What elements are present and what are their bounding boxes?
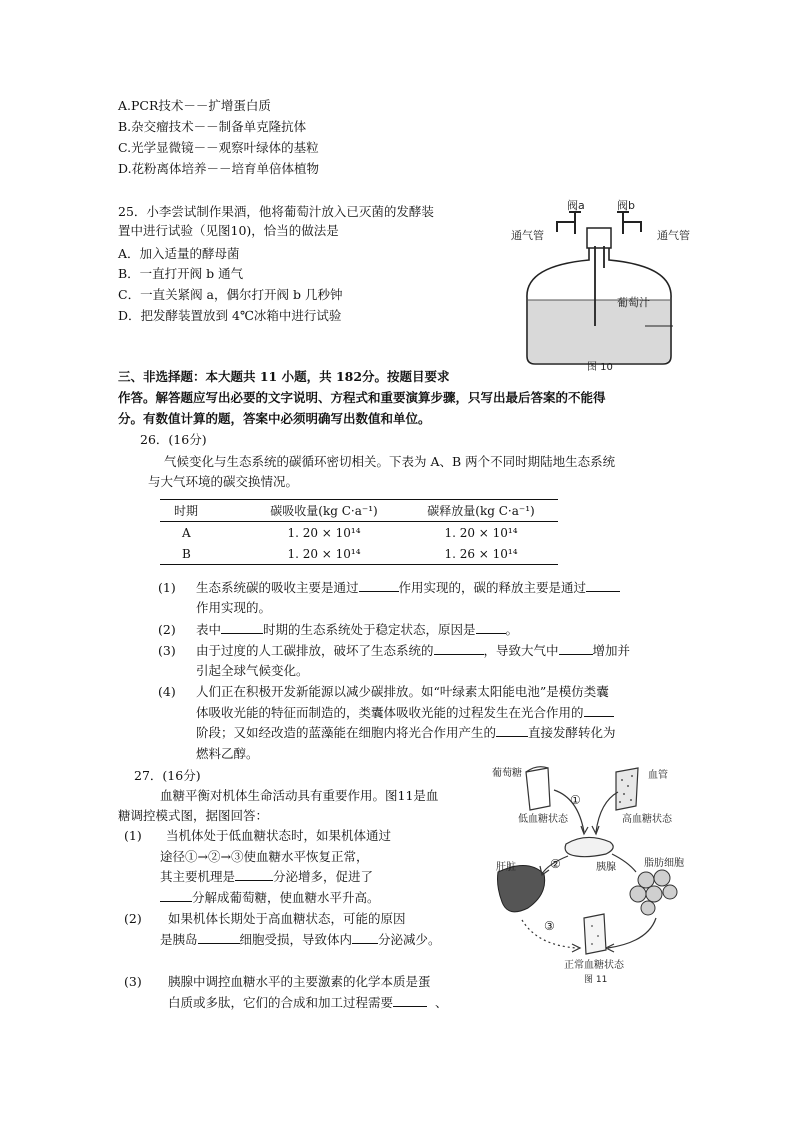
q25-option-c: C．一直关紧阀 a，偶尔打开阀 b 几秒钟	[118, 287, 343, 302]
q24-option-b: B.杂交瘤技术－－制备单克隆抗体	[118, 119, 307, 134]
label-juice: 葡萄汁	[617, 296, 650, 309]
stopper	[587, 228, 611, 248]
fat-cells	[630, 870, 677, 915]
q25-option-d: D．把发酵装置放到 4℃冰箱中进行试验	[118, 308, 342, 323]
q26-number: 26．(16分)	[140, 432, 207, 447]
figure-10-caption: 图 10	[587, 362, 613, 373]
section3-line3: 分。有数值计算的题，答案中必须明确写出数值和单位。	[118, 411, 431, 426]
label-glucose: 葡萄糖	[492, 768, 522, 779]
q24-option-d: D.花粉离体培养－－培育单倍体植物	[118, 161, 320, 176]
q27-item3-num: (3)	[124, 974, 142, 989]
answer-blank[interactable]	[584, 703, 614, 717]
label-low-glucose: 低血糖状态	[518, 814, 568, 825]
answer-blank[interactable]	[235, 867, 273, 881]
label-pipe-left: 通气管	[511, 229, 544, 242]
q26-item4-line4: 燃料乙醇。	[196, 746, 259, 761]
q27-item1-line4: 分解成葡萄糖，使血糖水平升高。	[160, 888, 380, 908]
label-step2: ②	[550, 857, 561, 871]
label-vessel: 血管	[648, 770, 668, 781]
label-step3: ③	[544, 919, 555, 933]
q26-intro-line2: 与大气环境的碳交换情况。	[148, 474, 299, 489]
normal-glucose-vessel	[584, 914, 606, 954]
table-row	[160, 543, 558, 564]
answer-blank[interactable]	[352, 930, 378, 944]
q26-item4-num: (4)	[158, 684, 176, 699]
q26-item3-line2: 引起全球气候变化。	[196, 663, 309, 678]
label-pancreas: 胰腺	[596, 862, 616, 873]
q26-item1-num: (1)	[158, 580, 176, 595]
high-glucose-vessel	[616, 768, 638, 810]
q26-item4-line2: 体吸收光能的特征而制造的，类囊体吸收光能的过程发生在光合作用的	[196, 703, 614, 723]
q26-item3-num: (3)	[158, 643, 176, 658]
table-header-row	[160, 500, 558, 522]
q26-intro-line1: 气候变化与生态系统的碳循环密切相关。下表为 A、B 两个不同时期陆地生态系统	[164, 454, 616, 469]
header-period: 时期	[174, 504, 199, 518]
label-step1: ①	[570, 793, 581, 807]
section3-line1: 三、非选择题：本大题共 11 小题，共 182分。按题目要求	[118, 369, 450, 384]
q27-item3-line1: 胰腺中调控血糖水平的主要激素的化学本质是蛋	[168, 974, 431, 989]
q27-item1-line1: 当机体处于低血糖状态时，如果机体通过	[166, 828, 392, 843]
low-glucose-vessel	[526, 768, 550, 810]
answer-blank[interactable]	[559, 641, 593, 655]
q27-item2-line2: 是胰岛 细胞受损，导致体内 分泌减少。	[160, 932, 441, 947]
answer-blank[interactable]	[198, 930, 240, 944]
q24-option-c: C.光学显微镜－－观察叶绿体的基粒	[118, 140, 319, 155]
q27-item2-num: (2)	[124, 911, 142, 926]
row-a-period: A	[182, 525, 191, 540]
q25-stem-line2: 置中进行试验（见图10)，恰当的做法是	[118, 223, 339, 238]
carbon-exchange-table	[160, 499, 558, 565]
q26-item1-line2: 作用实现的。	[196, 600, 272, 615]
q25-option-a: A．加入适量的酵母菌	[118, 246, 240, 261]
label-fat-cells: 脂肪细胞	[644, 858, 684, 869]
label-normal-glucose: 正常血糖状态	[564, 960, 624, 971]
answer-blank[interactable]	[476, 620, 506, 634]
row-a-absorption: 1. 20 × 10¹⁴	[287, 525, 361, 540]
q27-item1-line2: 途径①→②→③使血糖水平恢复正常，	[160, 849, 369, 864]
label-valve-b: 阀b	[617, 199, 635, 212]
q26-item2-num: (2)	[158, 622, 176, 637]
q27-item1-line3: 其主要机理是 分泌增多，促进了	[160, 869, 374, 884]
table-row	[160, 522, 558, 544]
q26-item2-line1: 表中 时期的生态系统处于稳定状态，原因是 。	[196, 622, 519, 637]
q27-item2-line1: 如果机体长期处于高血糖状态，可能的原因	[168, 911, 406, 926]
row-b-absorption: 1. 20 × 10¹⁴	[287, 546, 361, 561]
q27-intro-line1: 血糖平衡对机体生命活动具有重要作用。图11是血	[160, 788, 439, 803]
q26-item4-line3: 阶段；又如经改造的蓝藻能在细胞内将光合作用产生的 直接发酵转化为	[196, 725, 616, 740]
answer-blank[interactable]	[221, 620, 263, 634]
figure-11-caption: 图 11	[584, 975, 608, 984]
label-high-glucose: 高血糖状态	[622, 814, 672, 825]
header-release: 碳释放量(kg C·a⁻¹)	[427, 504, 535, 518]
answer-blank[interactable]	[160, 888, 192, 902]
q27-number: 27．(16分)	[134, 768, 201, 783]
label-pipe-right: 通气管	[657, 229, 690, 242]
answer-blank[interactable]	[586, 578, 620, 592]
grape-juice-fill	[528, 300, 670, 363]
answer-blank[interactable]	[393, 993, 427, 1007]
q27-intro-line2: 糖调控模式图，据图回答：	[118, 808, 269, 823]
label-liver: 肝脏	[496, 862, 516, 873]
q26-item3-line1: 由于过度的人工碳排放，破坏了生态系统的 ，导致大气中 增加并	[196, 643, 631, 658]
q25-stem-line1: 25．小李尝试制作果酒，他将葡萄汁放入已灭菌的发酵装	[118, 204, 434, 219]
answer-blank[interactable]	[434, 641, 484, 655]
q27-item1-num: (1)	[124, 828, 142, 843]
q26-item1-line1: 生态系统碳的吸收主要是通过 作用实现的，碳的释放主要是通过	[196, 578, 620, 598]
label-valve-a: 阀a	[567, 199, 585, 212]
row-a-release: 1. 20 × 10¹⁴	[444, 525, 518, 540]
q26-item4-line1: 人们正在积极开发新能源以减少碳排放。如“叶绿素太阳能电池”是模仿类囊	[196, 684, 609, 699]
row-b-release: 1. 26 × 10¹⁴	[444, 546, 518, 561]
pancreas	[565, 837, 613, 856]
section3-line2: 作答。解答题应写出必要的文字说明、方程式和重要演算步骤，只写出最后答案的不能得	[118, 390, 606, 405]
row-b-period: B	[182, 546, 191, 561]
answer-blank[interactable]	[496, 723, 528, 737]
figure-11-glucose-regulation	[488, 762, 698, 984]
q25-option-b: B．一直打开阀 b 通气	[118, 266, 244, 281]
answer-blank[interactable]	[359, 578, 399, 592]
q27-item3-line2: 白质或多肽，它们的合成和加工过程需要 、	[168, 995, 448, 1010]
q24-option-a: A.PCR技术－－扩增蛋白质	[118, 98, 271, 113]
figure-10-fermenter	[505, 198, 705, 376]
header-absorption: 碳吸收量(kg C·a⁻¹)	[270, 504, 378, 518]
